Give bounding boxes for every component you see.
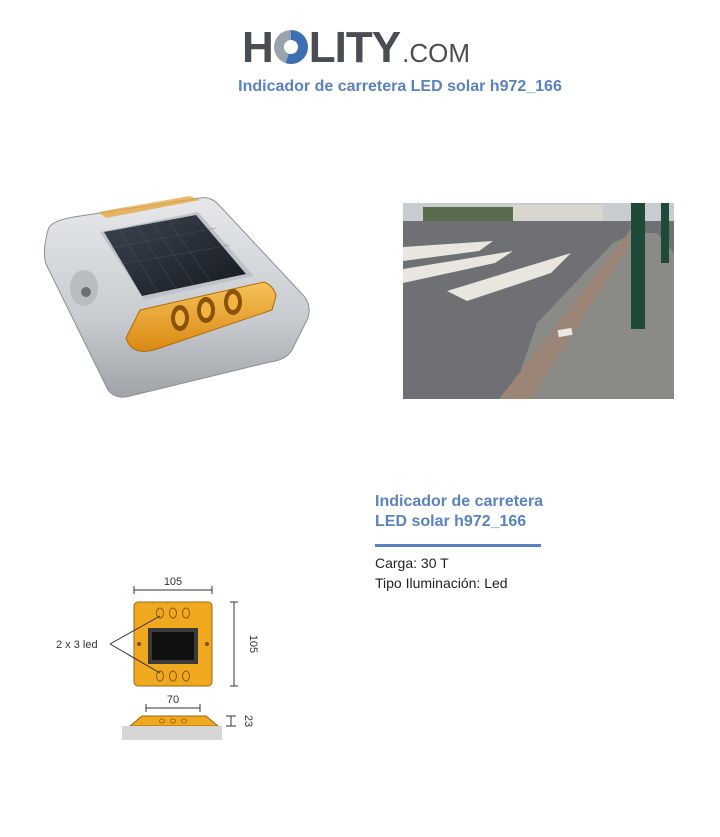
divider [375,544,541,547]
logo-brand: H LITY [242,23,401,72]
street-photo [403,203,674,399]
base-dimension: 70 [166,694,180,706]
led-label: 2 x 3 led [56,639,98,651]
product-name-line1: Indicador de carretera [375,493,544,510]
page-title: Indicador de carretera LED solar h972_166 [238,78,562,95]
spec-load: Carga: 30 T [375,555,449,571]
product-photo [40,190,315,402]
holity-logo[interactable] [242,14,482,70]
technical-drawing [50,572,260,747]
logo-tld: .COM [402,38,470,68]
height-dimension: 105 [247,634,259,654]
product-name-line2: LED solar h972_166 [375,513,527,530]
thickness-dimension: 23 [242,714,254,728]
width-dimension: 105 [163,576,183,588]
logo-o-icon [274,30,308,64]
product-info [375,492,575,593]
spec-lighting: Tipo Iluminación: Led [375,575,508,591]
